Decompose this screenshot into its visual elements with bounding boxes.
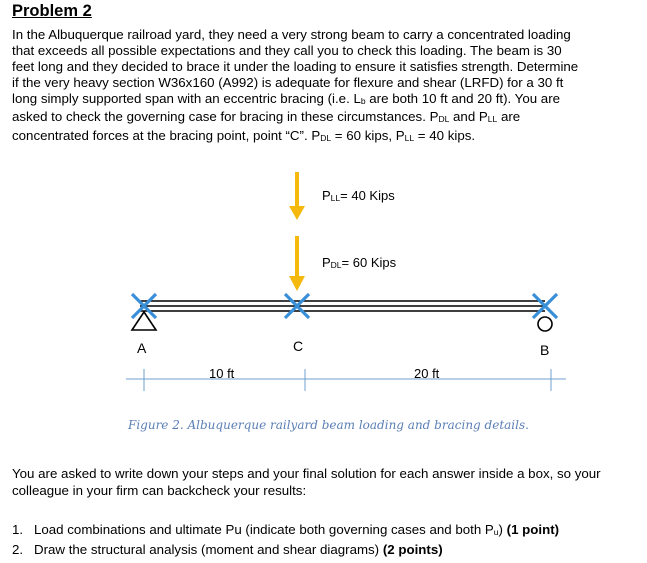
dimension-ac-label: 10 ft — [209, 366, 235, 381]
dead-load-arrow — [289, 236, 305, 291]
roller-support-b — [538, 317, 552, 331]
point-b-label: B — [540, 342, 550, 358]
beam — [140, 301, 545, 311]
instructions-text: You are asked to write down your steps and your final solution for each answer inside a box, so your colleague in your firm can backcheck your results: — [12, 466, 601, 498]
dead-load-label: $P_{DL}= 60$ Kips — [322, 255, 397, 270]
figure-caption: Figure 2. Albuquerque railyard beam loading and bracing details. — [128, 418, 529, 432]
question-2: 2. Draw the structural analysis (moment and shear diagrams) (2 points) — [12, 542, 443, 557]
question-1: 1. Load combinations and ultimate Pu (indicate both governing cases and both $P_u$) (1 point) — [12, 522, 560, 537]
dimension-line — [126, 369, 566, 391]
live-load-label: $P_{LL}= 40$ Kips — [322, 188, 395, 203]
point-a-label: A — [137, 340, 147, 356]
dimension-cb-label: 20 ft — [414, 366, 440, 381]
problem-title: Problem 2 — [12, 2, 92, 20]
beam-figure — [0, 160, 647, 460]
live-load-arrow — [289, 172, 305, 220]
point-c-label: C — [293, 338, 304, 354]
problem-statement: In the Albuquerque railroad yard, they need a very strong beam to carry a concentrated loading that exceeds all possible expectations and they call you to check this loading. The beam is 30 feet long and they decided to brace it under the loading to ensure it satisfies strength. Determine if the very heavy section W36x160 (A992) is adequate for flexure and shear (LRFD) for a 30 ft long simply supported span with an eccentric bracing (i.e. $L_b$ are both 10 ft and 20 ft). You are asked to check the governing case for bracing in these circumstances. $P_{DL}$ and $P_{LL}$ are concentrated forces at the bracing point, point “C”. $P_{DL} = 60$ kips, $P_{LL} = 40$ kips. — [12, 27, 579, 143]
